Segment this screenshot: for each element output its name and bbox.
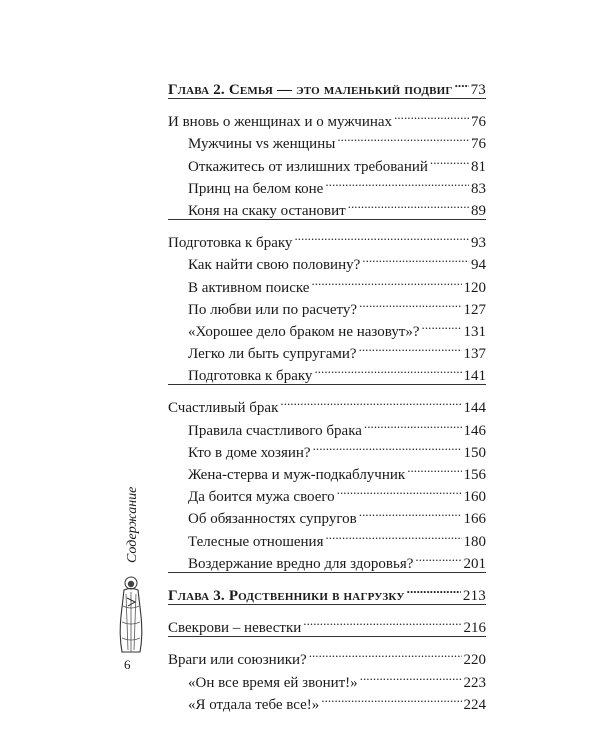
- toc-entry-page: 156: [463, 467, 486, 483]
- toc-entry-section: [168, 610, 486, 637]
- dot-leader: [280, 390, 461, 412]
- toc-entry-chapter-3: [168, 578, 486, 604]
- toc-entry-page: 89: [471, 202, 486, 219]
- running-section-title: [93, 486, 173, 563]
- toc-entry-label: Глава 2. Семья — это маленький подвиг: [168, 82, 453, 98]
- toc-entry-label: Мужчины vs женщины: [188, 136, 336, 153]
- toc-entry-label: Да боится мужа своего: [188, 489, 335, 506]
- toc-entry-label: «Я отдала тебе все!»: [188, 696, 320, 713]
- toc-entry-page: 166: [463, 511, 486, 528]
- saint-figure-icon: [116, 576, 146, 654]
- dot-leader: [325, 171, 469, 193]
- toc-entry-label: Глава 3. Родственники в нагрузку: [168, 587, 405, 604]
- toc-entry-page: 220: [463, 652, 486, 669]
- toc-entry-page: 137: [463, 346, 486, 363]
- toc-entry-page: 127: [463, 301, 486, 318]
- toc-entry-page: 201: [463, 555, 486, 572]
- toc-entry-chapter-2: [168, 72, 486, 98]
- dot-leader: [311, 270, 461, 292]
- dot-leader: [337, 126, 469, 148]
- dot-leader: [362, 247, 469, 269]
- page-number: 6: [124, 657, 131, 672]
- dot-leader: [359, 336, 462, 358]
- toc-entry-page: 94: [471, 257, 486, 274]
- dot-leader: [294, 225, 469, 247]
- toc-entry-page: 146: [463, 422, 486, 439]
- toc-entry-label: Откажитесь от излишних требований: [188, 158, 428, 175]
- toc-entry-page: 81: [471, 158, 486, 175]
- toc-entry-page: 144: [463, 400, 486, 417]
- toc-entry-label: Правила счастливого брака: [188, 422, 362, 439]
- dot-leader: [407, 578, 461, 600]
- dot-leader: [321, 687, 461, 709]
- toc-entry-section: [168, 390, 486, 417]
- toc-entry-label: Воздержание вредно для здоровья?: [188, 555, 414, 572]
- toc-entry-page: 160: [463, 489, 486, 506]
- dot-leader: [337, 479, 462, 501]
- toc-entry-page: 73: [470, 82, 486, 98]
- toc-entry-label: Кто в доме хозяин?: [188, 444, 311, 461]
- toc-entry-label: Подготовка к браку: [168, 235, 293, 252]
- toc-entry-page: 76: [471, 136, 486, 153]
- toc-entry-label: Жена-стерва и муж-подкаблучник: [188, 467, 406, 483]
- toc-entry-section: [168, 642, 486, 669]
- dot-leader: [422, 314, 462, 336]
- toc-entry-label: «Хорошее дело браком не назовут»?: [188, 323, 420, 340]
- toc-entry-label: И вновь о женщинах и о мужчинах: [168, 114, 393, 131]
- toc-entry-label: Враги или союзники?: [168, 652, 307, 669]
- toc-entry-page: 213: [462, 587, 486, 604]
- dot-leader: [455, 72, 469, 94]
- toc-entry-label: «Он все время ей звонит!»: [188, 674, 358, 691]
- toc-entry-label: Подготовка к браку: [188, 368, 313, 385]
- dot-leader: [407, 457, 461, 479]
- toc-entry-page: 76: [471, 114, 486, 131]
- dot-leader: [314, 358, 461, 380]
- toc-entry-label: Телесные отношения: [188, 533, 324, 550]
- toc-entry-section: [168, 104, 486, 131]
- toc-entry-page: 223: [463, 674, 486, 691]
- dot-leader: [394, 104, 469, 126]
- dot-leader: [359, 292, 461, 314]
- toc-entry-label: Принц на белом коне: [188, 180, 324, 197]
- section-title-text: Содержание: [125, 486, 140, 563]
- dot-leader: [359, 501, 462, 523]
- dot-leader: [430, 149, 469, 171]
- dot-leader: [303, 610, 461, 632]
- toc-entry-page: 83: [471, 180, 486, 197]
- toc-entry-section: [168, 225, 486, 252]
- toc-entry-page: 224: [463, 696, 486, 713]
- toc-entry-page: 131: [463, 323, 486, 340]
- dot-leader: [348, 193, 469, 215]
- toc-entry-label: По любви или по расчету?: [188, 301, 358, 318]
- toc-entry-page: 180: [463, 533, 486, 550]
- toc-entry-label: Счастливый брак: [168, 400, 279, 417]
- toc-entry-page: 216: [463, 620, 486, 637]
- toc-entry-label: Свекрови – невестки: [168, 620, 302, 637]
- toc-entry-page: 150: [463, 444, 486, 461]
- toc-entry-page: 93: [471, 235, 486, 252]
- dot-leader: [364, 413, 462, 435]
- dot-leader: [360, 665, 462, 687]
- toc-entry-page: 120: [463, 279, 486, 296]
- dot-leader: [325, 524, 461, 546]
- toc-entry-page: 141: [463, 368, 486, 385]
- dot-leader: [415, 546, 461, 568]
- table-of-contents: [168, 72, 486, 713]
- dot-leader: [313, 435, 462, 457]
- toc-entry-label: Коня на скаку остановит: [188, 202, 346, 219]
- toc-entry-label: Как найти свою половину?: [188, 257, 361, 274]
- toc-entry-label: Легко ли быть супругами?: [188, 346, 357, 363]
- toc-entry-label: Об обязанностях супругов: [188, 511, 357, 528]
- dot-leader: [309, 642, 462, 664]
- toc-entry-label: В активном поиске: [188, 279, 310, 296]
